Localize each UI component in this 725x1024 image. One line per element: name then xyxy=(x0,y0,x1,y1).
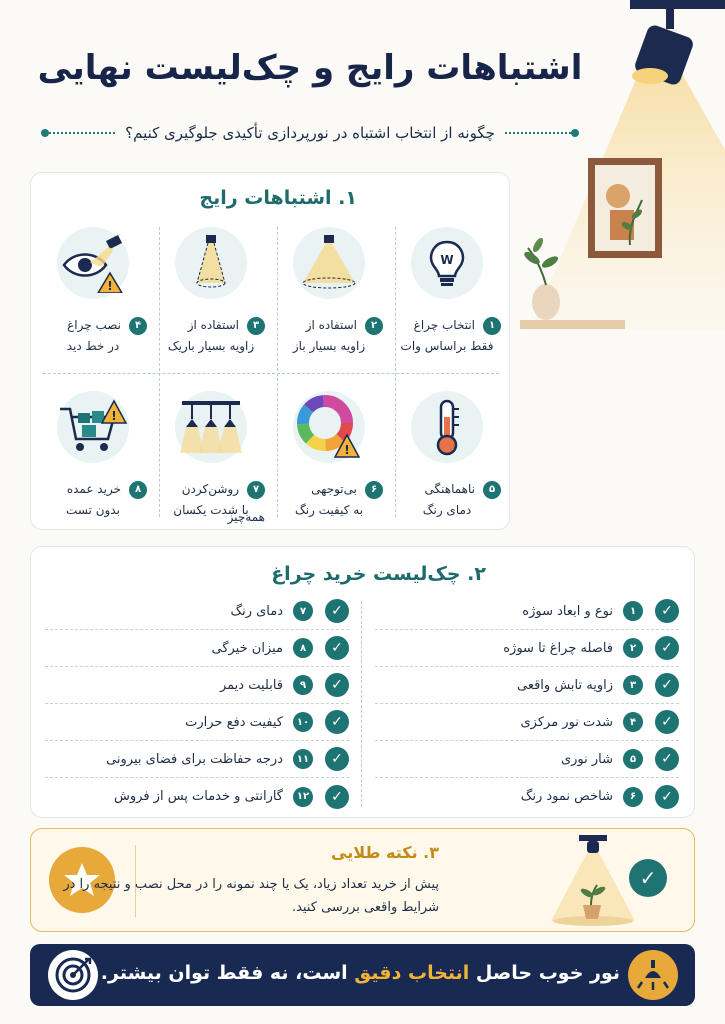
lightbulb-w-icon xyxy=(411,227,483,299)
checklist-item[interactable]: ✓ ۴ شدت نور مرکزی xyxy=(375,704,679,741)
page-subtitle: چگونه از انتخاب اشتباه در نورپردازی تأکیدی جلوگیری کنیم؟ xyxy=(125,124,495,142)
subtitle-divider-right xyxy=(505,132,575,134)
page-title: اشتباهات رایج و چک‌لیست نهایی xyxy=(37,48,583,88)
mistake-item-7 xyxy=(153,391,269,541)
thermometer-icon xyxy=(411,391,483,463)
mistake-label-2: به کیفیت رنگ xyxy=(294,503,364,517)
check-icon: ✓ xyxy=(655,636,679,660)
footer-banner xyxy=(30,944,695,1006)
check-icon: ✓ xyxy=(325,673,349,697)
mistake-label: ۳استفاده از xyxy=(153,311,265,339)
svg-text:!: ! xyxy=(107,279,113,293)
mistake-item-4 xyxy=(35,227,151,377)
mistake-item-5 xyxy=(389,391,505,541)
check-icon: ✓ xyxy=(325,785,349,809)
check-icon: ✓ xyxy=(655,673,679,697)
mistake-label: ۵ناهماهنگی xyxy=(389,475,501,503)
mistake-label-2: با شدت یکسان xyxy=(173,503,249,517)
mistake-item-1 xyxy=(389,227,505,377)
mistake-label-2: زاویه بسیار باز xyxy=(292,339,366,353)
spotlight-plant-icon xyxy=(543,835,643,927)
check-icon: ✓ xyxy=(325,599,349,623)
pendant-lights-icon xyxy=(175,391,247,463)
mistake-label-2: فقط براساس وات xyxy=(400,339,494,353)
checklist-item[interactable]: ✓ ۳ زاویه تابش واقعی xyxy=(375,667,679,704)
mistake-label: ۶بی‌توجهی xyxy=(271,475,383,503)
checklist-item[interactable]: ✓ ۹ قابلیت دیمر xyxy=(45,667,349,704)
tip-title: ۳. نکته طلایی xyxy=(331,843,439,862)
mistake-label: ۴نصب چراغ xyxy=(35,311,147,339)
checklist-item[interactable]: ✓ ۱۱ درجه حفاظت برای فضای بیرونی xyxy=(45,741,349,778)
checklist-item[interactable]: ✓ ۱۰ کیفیت دفع حرارت xyxy=(45,704,349,741)
checklist-item[interactable]: ✓ ۸ میزان خیرگی xyxy=(45,630,349,667)
check-icon: ✓ xyxy=(325,710,349,734)
check-icon: ✓ xyxy=(325,747,349,771)
subtitle-row xyxy=(40,122,580,144)
checklist-item[interactable]: ✓ ۶ شاخص نمود رنگ xyxy=(375,778,679,815)
eye-glare-warning-icon xyxy=(57,227,129,299)
mistake-label-2: در خط دید xyxy=(66,339,120,353)
tip-text: پیش از خرید تعداد زیاد، یک یا چند نمونه را در محل نصب و نتیجه را در شرایط واقعی بررسی کنید. xyxy=(63,877,439,915)
check-icon: ✓ xyxy=(655,710,679,734)
lamp-icon xyxy=(628,950,678,1000)
svg-text:W: W xyxy=(440,253,454,267)
wide-beam-icon xyxy=(293,227,365,299)
cart-warning-icon xyxy=(57,391,129,463)
mistake-label: ۸خرید عمده xyxy=(35,475,147,503)
mistakes-title: ۱. اشتباهات رایج xyxy=(199,187,357,209)
mistake-label: ۷روشن‌کردن همه‌چیز xyxy=(181,482,265,524)
check-icon: ✓ xyxy=(655,599,679,623)
checklist-item[interactable]: ✓ ۵ شار نوری xyxy=(375,741,679,778)
svg-text:!: ! xyxy=(111,409,117,423)
mistake-item-8 xyxy=(35,391,151,541)
mistake-item-3 xyxy=(153,227,269,377)
check-icon: ✓ xyxy=(655,785,679,809)
mistake-item-2 xyxy=(271,227,387,377)
column-divider xyxy=(361,601,362,807)
mistake-label-2: دمای رنگ xyxy=(422,503,472,517)
mistake-label: ۱انتخاب چراغ xyxy=(389,311,501,339)
mistake-item-6 xyxy=(271,391,387,541)
footer-slogan: نور خوب حاصل انتخاب دقیق است، نه فقط توان بیشتر. xyxy=(100,962,620,984)
color-wheel-warning-icon xyxy=(293,391,365,463)
golden-tip-panel xyxy=(30,828,695,932)
checklist-title: ۲. چک‌لیست خرید چراغ xyxy=(271,563,486,585)
checklist-item[interactable]: ✓ ۷ دمای رنگ xyxy=(45,593,349,630)
narrow-beam-icon xyxy=(175,227,247,299)
mistake-label: ۲استفاده از xyxy=(271,311,383,339)
target-icon xyxy=(48,950,98,1000)
subtitle-divider-left xyxy=(45,132,115,134)
checklist-item[interactable]: ✓ ۱۲ گارانتی و خدمات پس از فروش xyxy=(45,778,349,815)
footer-highlight: انتخاب دقیق xyxy=(354,962,470,984)
check-icon: ✓ xyxy=(629,859,667,897)
mistake-label-2: زاویه بسیار باریک xyxy=(167,339,255,353)
checklist-item[interactable]: ✓ ۲ فاصله چراغ تا سوژه xyxy=(375,630,679,667)
check-icon: ✓ xyxy=(325,636,349,660)
svg-text:!: ! xyxy=(344,443,350,457)
check-icon: ✓ xyxy=(655,747,679,771)
mistakes-panel xyxy=(30,172,510,530)
checklist-item[interactable]: ✓ ۱ نوع و ابعاد سوژه xyxy=(375,593,679,630)
checklist-panel xyxy=(30,546,695,818)
mistake-label-2: بدون تست xyxy=(66,503,120,517)
